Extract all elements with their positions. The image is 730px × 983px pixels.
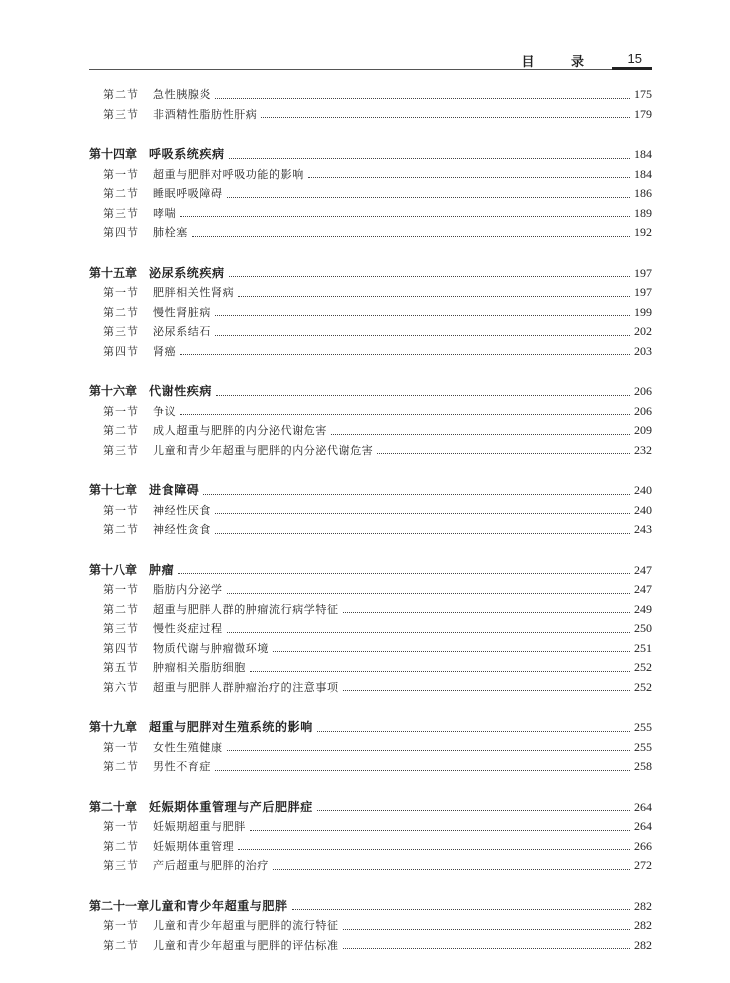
dot-leader	[273, 651, 630, 652]
section-entry[interactable]	[89, 165, 652, 185]
chapter-title: 呼吸系统疾病	[149, 147, 225, 161]
section-title: 儿童和青少年超重与肥胖的评估标准	[153, 938, 339, 952]
chapter-number: 第十四章	[89, 147, 138, 161]
page-header	[89, 51, 652, 71]
toc-chapter	[89, 561, 652, 698]
dot-leader	[178, 573, 630, 574]
dot-leader	[215, 98, 630, 99]
dot-leader	[343, 690, 630, 691]
section-entry[interactable]	[89, 322, 652, 342]
dot-leader	[317, 731, 630, 732]
chapter-page-number: 247	[634, 562, 652, 577]
chapter-number: 第十八章	[89, 562, 138, 577]
dot-leader	[192, 236, 630, 237]
section-number: 第一节	[103, 167, 139, 181]
chapter-page-number: 255	[634, 720, 652, 734]
chapter-entry[interactable]	[89, 145, 652, 165]
toc-chapter	[89, 897, 652, 956]
chapter-page-number: 240	[634, 483, 652, 497]
section-number: 第一节	[103, 583, 139, 596]
section-entry[interactable]	[89, 757, 652, 777]
dot-leader	[308, 177, 630, 178]
section-entry[interactable]	[89, 678, 652, 698]
dot-leader	[343, 929, 630, 930]
section-number: 第三节	[103, 325, 139, 338]
dot-leader	[273, 869, 630, 870]
section-title: 睡眠呼吸障碍	[153, 187, 223, 200]
section-number: 第三节	[103, 859, 139, 872]
dot-leader	[180, 354, 630, 355]
toc-chapter	[89, 85, 652, 124]
section-entry[interactable]	[89, 223, 652, 243]
section-entry[interactable]	[89, 184, 652, 204]
chapter-number: 第十五章	[89, 265, 138, 280]
section-page-number: 175	[634, 87, 652, 101]
section-entry[interactable]	[89, 204, 652, 224]
dot-leader	[250, 671, 630, 672]
section-number: 第三节	[103, 443, 139, 457]
chapter-number: 第十六章	[89, 384, 138, 398]
section-entry[interactable]	[89, 639, 652, 659]
section-entry[interactable]	[89, 817, 652, 837]
dot-leader	[180, 414, 630, 415]
chapter-entry[interactable]	[89, 798, 652, 818]
section-title: 儿童和青少年超重与肥胖的内分泌代谢危害	[153, 443, 374, 457]
section-number: 第三节	[103, 206, 139, 220]
header-rule-thick	[612, 67, 652, 70]
section-number: 第四节	[103, 344, 139, 358]
section-title: 男性不育症	[153, 760, 211, 773]
section-number: 第三节	[103, 107, 139, 121]
toc-chapter	[89, 718, 652, 777]
section-number: 第一节	[103, 286, 139, 299]
dot-leader	[215, 513, 630, 514]
section-title: 超重与肥胖人群肿瘤治疗的注意事项	[153, 680, 339, 694]
section-title: 肿瘤相关脂肪细胞	[153, 661, 246, 674]
section-number: 第四节	[103, 641, 139, 655]
section-page-number: 197	[634, 285, 652, 299]
section-title: 产后超重与肥胖的治疗	[153, 859, 269, 872]
section-title: 儿童和青少年超重与肥胖的流行特征	[153, 919, 339, 932]
section-title: 神经性厌食	[153, 503, 211, 517]
chapter-page-number: 197	[634, 265, 652, 280]
dot-leader	[261, 117, 630, 118]
section-title: 肥胖相关性肾病	[153, 286, 235, 299]
section-entry[interactable]	[89, 600, 652, 620]
section-entry[interactable]	[89, 501, 652, 521]
section-number: 第六节	[103, 680, 139, 694]
section-number: 第二节	[103, 938, 139, 952]
section-entry[interactable]	[89, 936, 652, 956]
section-number: 第二节	[103, 187, 139, 200]
chapter-number: 第十九章	[89, 720, 138, 734]
section-title: 妊娠期体重管理	[153, 839, 235, 853]
section-entry[interactable]	[89, 856, 652, 876]
section-number: 第二节	[103, 88, 139, 101]
section-number: 第一节	[103, 503, 139, 517]
chapter-page-number: 206	[634, 384, 652, 398]
section-page-number: 282	[634, 937, 652, 952]
section-page-number: 250	[634, 621, 652, 635]
section-page-number: 206	[634, 403, 652, 418]
section-entry[interactable]	[89, 658, 652, 678]
section-entry[interactable]	[89, 85, 652, 105]
section-title: 超重与肥胖人群的肿瘤流行病学特征	[153, 602, 339, 616]
section-page-number: 232	[634, 442, 652, 457]
section-title: 哮喘	[153, 206, 177, 220]
table-of-contents	[89, 85, 652, 976]
chapter-title: 妊娠期体重管理与产后肥胖症	[149, 799, 313, 814]
section-page-number: 264	[634, 819, 652, 833]
section-title: 成人超重与肥胖的内分泌代谢危害	[153, 424, 327, 437]
section-title: 女性生殖健康	[153, 740, 223, 754]
section-title: 妊娠期超重与肥胖	[153, 820, 246, 833]
section-title: 脂肪内分泌学	[153, 583, 223, 596]
section-entry[interactable]	[89, 421, 652, 441]
dot-leader	[180, 216, 630, 217]
section-entry[interactable]	[89, 303, 652, 323]
section-entry[interactable]	[89, 580, 652, 600]
dot-leader	[227, 632, 630, 633]
section-number: 第二节	[103, 839, 139, 853]
section-number: 第二节	[103, 305, 139, 319]
dot-leader	[229, 158, 630, 159]
section-number: 第一节	[103, 404, 139, 418]
chapter-entry[interactable]	[89, 264, 652, 284]
dot-leader	[343, 948, 630, 949]
section-page-number: 255	[634, 739, 652, 754]
dot-leader	[331, 434, 630, 435]
section-number: 第二节	[103, 424, 139, 437]
section-page-number: 189	[634, 205, 652, 220]
section-page-number: 202	[634, 324, 652, 338]
section-number: 第二节	[103, 760, 139, 773]
dot-leader	[238, 849, 630, 850]
section-page-number: 272	[634, 858, 652, 872]
chapter-title: 超重与肥胖对生殖系统的影响	[149, 720, 313, 734]
section-entry[interactable]	[89, 837, 652, 857]
chapter-title: 代谢性疾病	[149, 384, 213, 398]
chapter-number: 第二十章	[89, 799, 138, 814]
section-number: 第一节	[103, 740, 139, 754]
section-title: 急性胰腺炎	[153, 88, 211, 101]
chapter-title: 肿瘤	[149, 562, 175, 577]
chapter-title: 泌尿系统疾病	[149, 265, 225, 280]
dot-leader	[215, 770, 630, 771]
chapter-title: 进食障碍	[149, 483, 200, 497]
chapter-entry[interactable]	[89, 561, 652, 581]
chapter-entry[interactable]	[89, 897, 652, 917]
section-page-number: 266	[634, 838, 652, 853]
section-title: 肺栓塞	[153, 226, 188, 239]
section-number: 第二节	[103, 523, 139, 536]
section-number: 第一节	[103, 820, 139, 833]
dot-leader	[227, 593, 630, 594]
section-page-number: 249	[634, 601, 652, 616]
dot-leader	[203, 494, 630, 495]
section-entry[interactable]	[89, 105, 652, 125]
section-page-number: 203	[634, 343, 652, 358]
chapter-title: 儿童和青少年超重与肥胖	[149, 898, 288, 913]
section-entry[interactable]	[89, 520, 652, 540]
section-title: 肾癌	[153, 344, 177, 358]
header-rule	[89, 69, 652, 70]
section-entry[interactable]	[89, 738, 652, 758]
section-title: 争议	[153, 404, 177, 418]
dot-leader	[227, 197, 630, 198]
page-number: 15	[627, 51, 642, 66]
dot-leader	[216, 395, 630, 396]
section-title: 慢性炎症过程	[153, 622, 223, 635]
chapter-entry[interactable]	[89, 481, 652, 501]
section-entry[interactable]	[89, 441, 652, 461]
toc-chapter	[89, 798, 652, 876]
section-page-number: 179	[634, 106, 652, 121]
dot-leader	[238, 296, 630, 297]
section-page-number: 243	[634, 522, 652, 536]
section-page-number: 252	[634, 679, 652, 694]
toc-chapter	[89, 145, 652, 243]
section-number: 第四节	[103, 226, 139, 239]
dot-leader	[215, 533, 630, 534]
section-page-number: 199	[634, 304, 652, 319]
section-entry[interactable]	[89, 342, 652, 362]
chapter-number: 第十七章	[89, 483, 138, 497]
section-number: 第五节	[103, 661, 139, 674]
section-entry[interactable]	[89, 619, 652, 639]
section-page-number: 209	[634, 423, 652, 437]
dot-leader	[343, 612, 630, 613]
chapter-entry[interactable]	[89, 718, 652, 738]
dot-leader	[250, 830, 630, 831]
section-title: 神经性贪食	[153, 523, 211, 536]
section-page-number: 240	[634, 502, 652, 517]
section-page-number: 184	[634, 166, 652, 181]
section-entry[interactable]	[89, 402, 652, 422]
section-entry[interactable]	[89, 283, 652, 303]
toc-chapter	[89, 382, 652, 460]
section-title: 物质代谢与肿瘤微环境	[153, 641, 269, 655]
toc-chapter	[89, 264, 652, 362]
section-page-number: 247	[634, 582, 652, 596]
dot-leader	[227, 750, 630, 751]
dot-leader	[292, 909, 630, 910]
section-number: 第三节	[103, 622, 139, 635]
section-page-number: 251	[634, 640, 652, 655]
dot-leader	[215, 315, 630, 316]
section-title: 慢性肾脏病	[153, 305, 211, 319]
section-page-number: 252	[634, 660, 652, 674]
dot-leader	[377, 453, 630, 454]
section-page-number: 186	[634, 186, 652, 200]
section-title: 泌尿系结石	[153, 325, 211, 338]
dot-leader	[317, 810, 630, 811]
section-number: 第二节	[103, 602, 139, 616]
section-page-number: 282	[634, 918, 652, 932]
toc-chapter	[89, 481, 652, 540]
section-page-number: 192	[634, 225, 652, 239]
chapter-page-number: 184	[634, 147, 652, 161]
dot-leader	[215, 335, 630, 336]
chapter-number: 第二十一章	[89, 898, 150, 913]
section-title: 非酒精性脂肪性肝病	[153, 107, 258, 121]
section-entry[interactable]	[89, 916, 652, 936]
section-number: 第一节	[103, 919, 139, 932]
running-title: 目 录	[521, 55, 600, 70]
chapter-page-number: 264	[634, 799, 652, 814]
chapter-entry[interactable]	[89, 382, 652, 402]
dot-leader	[229, 276, 630, 277]
chapter-page-number: 282	[634, 898, 652, 913]
section-title: 超重与肥胖对呼吸功能的影响	[153, 167, 304, 181]
section-page-number: 258	[634, 759, 652, 773]
